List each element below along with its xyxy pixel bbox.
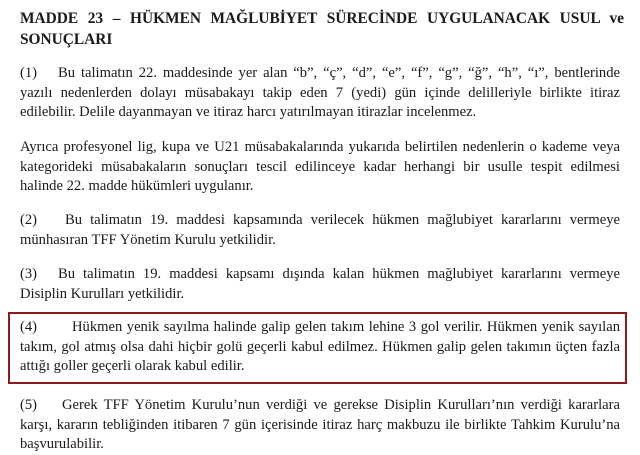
paragraph-number: (5) <box>20 397 38 413</box>
paragraph-1-continued <box>20 138 620 197</box>
paragraph-1 <box>20 64 620 123</box>
paragraph-text: Bu talimatın 22. maddesinde yer alan “b”, “ç”, “d”, “e”, “f”, “g”, “ğ”, “h”, “ı”, bentlerinde yazılı nedenlerden dolayı müsabakayı takip eden 7 (yedi) gün içinde delilleriyle birlikte itiraz edilebilir. Delile dayanmayan ve itiraz harcı yatırılmayan itirazlar incelenmez. <box>20 65 620 120</box>
paragraph-text: Bu talimatın 19. maddesi kapsamı dışında kalan hükmen mağlubiyet kararlarını vermeye Disiplin Kurulları yetkilidir. <box>20 266 620 302</box>
paragraph-text: Gerek TFF Yönetim Kurulu’nun verdiği ve gerekse Disiplin Kurulları’nın verdiği kararlara karşı, kararın tebliğinden itibaren 7 gün içerisinde itiraz harç makbuzu ile birlikte Tahkim Kurulu’na başvurulabilir. <box>20 397 620 452</box>
paragraph-number: (1) <box>20 65 38 81</box>
paragraph-number: (3) <box>20 266 38 282</box>
paragraph-text: Hükmen yenik sayılma halinde galip gelen takım lehine 3 gol verilir. Hükmen yenik sayılan takım, gol atmış olsa dahi hiçbir golü geçerli kabul edilmez. Hükmen galip gelen takımın üçten fazla attığı goller geçerli olarak kabul edilir. <box>20 319 620 374</box>
article-heading: MADDE 23 – HÜKMEN MAĞLUBİYET SÜRECİNDE UYGULANACAK USUL ve SONUÇLARI <box>20 10 624 48</box>
paragraph-number: (2) <box>20 212 38 228</box>
paragraph-text: Bu talimatın 19. maddesi kapsamında verilecek hükmen mağlubiyet kararlarını vermeye münhasıran TFF Yönetim Kurulu yetkilidir. <box>20 212 620 248</box>
paragraph-2 <box>20 211 620 250</box>
paragraph-5 <box>20 396 620 455</box>
paragraph-text: Ayrıca profesyonel lig, kupa ve U21 müsabakalarında yukarıda belirtilen nedenlerin o kademe veya kategorideki müsabakaların sonuçları tescil edilinceye kadar herhangi bir usulle tespit edilmesi halinde 22. madde hükümleri uygulanır. <box>20 139 620 194</box>
paragraph-4-highlighted <box>20 318 620 377</box>
paragraph-3 <box>20 265 620 304</box>
paragraph-number: (4) <box>20 319 38 335</box>
